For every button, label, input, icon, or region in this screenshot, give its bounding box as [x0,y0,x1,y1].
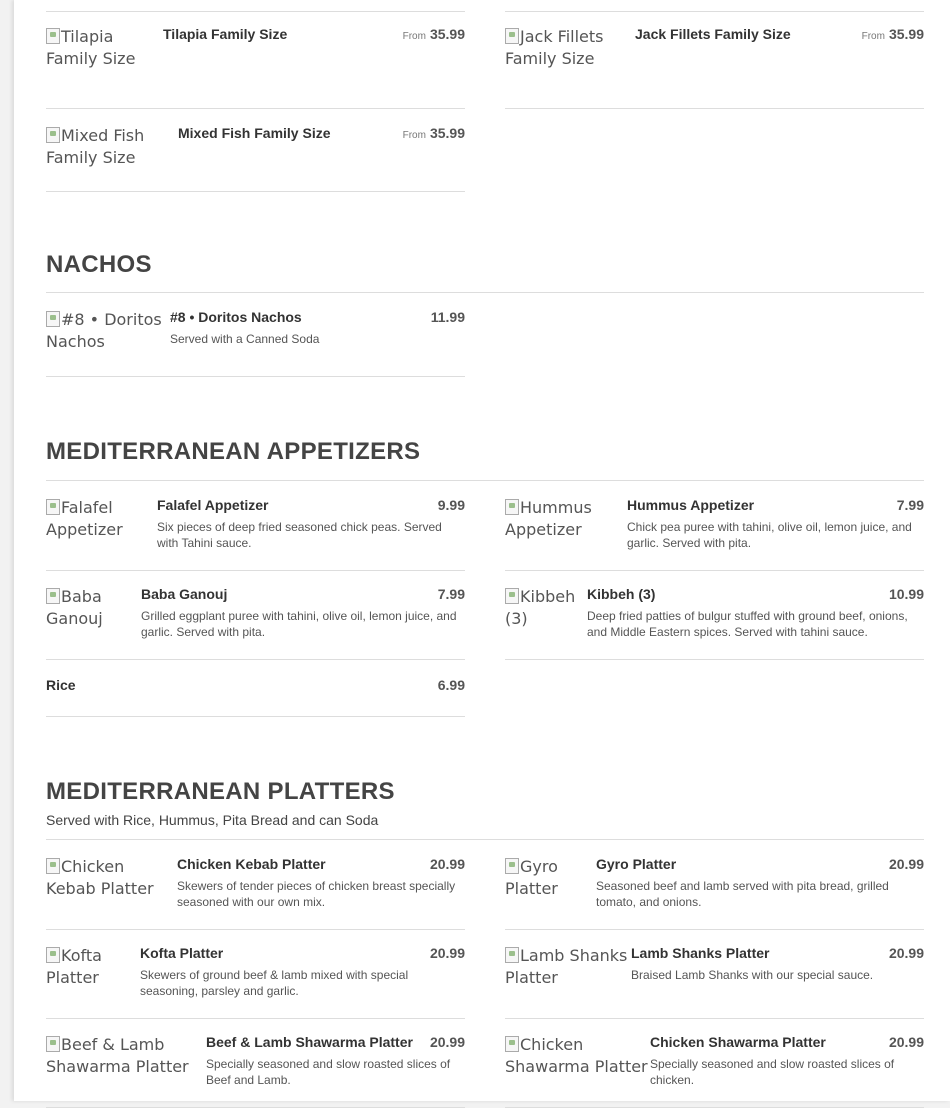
menu-page [14,0,950,1101]
item-price: 9.99 [437,497,465,513]
broken-image-icon [505,1036,519,1052]
broken-image-icon [46,127,60,143]
menu-item-chicken-kebab-platter[interactable] [46,856,465,930]
broken-image-icon [46,311,60,327]
item-price: 6.99 [437,677,465,693]
menu-item-falafel[interactable] [46,497,465,571]
item-price: 20.99 [888,1034,924,1050]
item-image: Tilapia Family Size [46,27,136,68]
item-description: Skewers of tender pieces of chicken breast specially seasoned with our own mix. [177,879,456,909]
family-size-grid [46,0,924,192]
item-name: #8 • Doritos Nachos [170,309,302,325]
item-name: Baba Ganouj [141,586,228,602]
item-name: Chicken Kebab Platter [177,856,326,872]
item-price: 20.99 [429,856,465,872]
broken-image-icon [505,947,519,963]
menu-item-mixed-fish-family[interactable] [46,109,465,192]
item-description: Specially seasoned and slow roasted slices of Beef and Lamb. [206,1057,451,1087]
menu-item-kibbeh[interactable] [505,571,924,660]
item-price: From 35.99 [402,26,465,42]
item-image: Mixed Fish Family Size [46,126,145,167]
item-name: Lamb Shanks Platter [631,945,770,961]
menu-item-lamb-shanks-platter[interactable] [505,930,924,1019]
item-image: Beef & Lamb Shawarma Platter [46,1035,189,1076]
item-name: Hummus Appetizer [627,497,755,513]
item-name: Rice [46,677,76,693]
item-image: Lamb Shanks Platter [505,946,628,987]
item-description: Specially seasoned and slow roasted slices of chicken. [650,1057,895,1087]
section-appetizers [46,438,924,717]
item-description: Skewers of ground beef & lamb mixed with special seasoning, parsley and garlic. [140,968,409,998]
menu-item-kofta-platter[interactable] [46,930,465,1019]
item-name: Jack Fillets Family Size [635,26,791,42]
menu-item-hummus[interactable] [505,497,924,571]
item-name: Kibbeh (3) [587,586,656,602]
item-image: #8 • Doritos Nachos [46,310,162,351]
item-price: 20.99 [888,945,924,961]
item-price: 7.99 [896,497,924,513]
item-name: Mixed Fish Family Size [178,125,331,141]
section-title: MEDITERRANEAN APPETIZERS [46,438,421,465]
item-price: From 35.99 [861,26,924,42]
item-price: From 35.99 [402,125,465,141]
item-name: Kofta Platter [140,945,224,961]
menu-item-doritos-nachos[interactable] [46,309,465,377]
item-name: Chicken Shawarma Platter [650,1034,826,1050]
item-image: Baba Ganouj [46,587,103,628]
item-name: Beef & Lamb Shawarma Platter [206,1034,413,1050]
broken-image-icon [46,588,60,604]
item-description: Braised Lamb Shanks with our special sauce. [631,968,874,982]
broken-image-icon [505,28,519,44]
item-image: Gyro Platter [505,857,558,898]
menu-item-tilapia-family[interactable] [46,26,465,109]
item-image: Falafel Appetizer [46,498,123,539]
item-name: Falafel Appetizer [157,497,269,513]
menu-item-gyro-platter[interactable] [505,856,924,930]
broken-image-icon [46,858,60,874]
section-nachos [46,251,924,377]
menu-item-rice[interactable] [46,660,465,717]
section-subtitle: Served with Rice, Hummus, Pita Bread and can Soda [46,812,379,828]
item-description: Chick pea puree with tahini, olive oil, lemon juice, and garlic. Served with pita. [627,520,912,550]
menu-item-jack-fillets-family[interactable] [505,26,924,109]
section-platters [46,778,924,1108]
broken-image-icon [46,1036,60,1052]
item-description: Deep fried patties of bulgur stuffed with ground beef, onions, and Middle Eastern spices. Served with tahini sauce. [587,609,908,639]
section-title: MEDITERRANEAN PLATTERS [46,778,395,805]
item-price: 10.99 [888,586,924,602]
item-description: Served with a Canned Soda [170,332,320,346]
menu-item-baba-ganouj[interactable] [46,571,465,660]
item-description: Seasoned beef and lamb served with pita bread, grilled tomato, and onions. [596,879,889,909]
item-image: Kofta Platter [46,946,102,987]
broken-image-icon [505,858,519,874]
broken-image-icon [46,499,60,515]
item-price: 7.99 [437,586,465,602]
item-price: 11.99 [430,309,465,325]
item-image: Chicken Kebab Platter [46,857,154,898]
item-image: Jack Fillets Family Size [505,27,604,68]
item-image: Kibbeh (3) [505,587,576,628]
menu-item-beef-lamb-shawarma-platter[interactable] [46,1019,465,1108]
item-image: Chicken Shawarma Platter [505,1035,648,1076]
item-description: Grilled eggplant puree with tahini, olive oil, lemon juice, and garlic. Served with pita. [141,609,457,639]
broken-image-icon [46,947,60,963]
item-price: 20.99 [429,945,465,961]
broken-image-icon [46,28,60,44]
item-price: 20.99 [429,1034,465,1050]
item-name: Tilapia Family Size [163,26,288,42]
broken-image-icon [505,499,519,515]
item-image: Hummus Appetizer [505,498,592,539]
item-name: Gyro Platter [596,856,677,872]
broken-image-icon [505,588,519,604]
item-price: 20.99 [888,856,924,872]
item-description: Six pieces of deep fried seasoned chick peas. Served with Tahini sauce. [157,520,442,550]
section-title: NACHOS [46,251,152,278]
menu-item-chicken-shawarma-platter[interactable] [505,1019,924,1108]
